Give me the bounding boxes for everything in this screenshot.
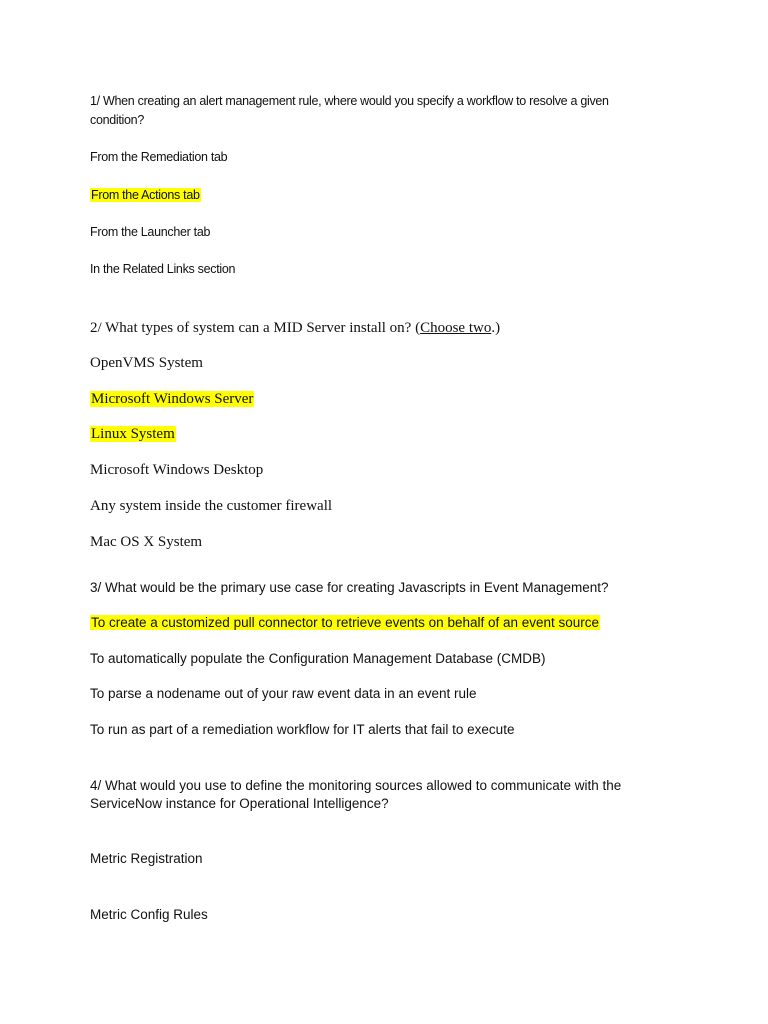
question-1-option-3: [90, 225, 210, 239]
highlighted-answer: Linux System: [91, 426, 175, 442]
option-text: Microsoft Windows Desktop: [90, 462, 264, 478]
question-2-option-2: [90, 391, 254, 408]
option-text: From the Launcher tab: [90, 225, 211, 239]
option-text: From the Remediation tab: [90, 150, 228, 164]
option-text: Any system inside the customer firewall: [90, 498, 333, 514]
option-text: OpenVMS System: [90, 355, 203, 371]
choose-two-underlined: Choose two: [420, 320, 492, 336]
option-text: To run as part of a remediation workflow for IT alerts that fail to execute: [90, 722, 515, 737]
question-2-option-5: [90, 498, 332, 515]
option-text: Metric Config Rules: [90, 907, 208, 922]
question-2-option-4: [90, 462, 263, 479]
highlighted-answer: From the Actions tab: [91, 188, 200, 202]
option-text: To parse a nodename out of your raw event data in an event rule: [90, 686, 477, 701]
question-3-option-2: [90, 651, 546, 666]
question-4-option-1: [90, 851, 203, 866]
question-2-option-6: [90, 534, 202, 551]
question-3-option-3: [90, 686, 477, 701]
option-text: Metric Registration: [90, 851, 203, 866]
question-2-option-1: [90, 355, 203, 372]
question-3-option-4: [90, 722, 514, 737]
question-4-prompt-line-2: ServiceNow instance for Operational Intelligence?: [90, 796, 389, 811]
question-1-prompt-line-2: condition?: [90, 113, 144, 127]
option-text: Mac OS X System: [90, 534, 203, 550]
highlighted-answer: To create a customized pull connector to retrieve events on behalf of an event source: [91, 615, 600, 630]
option-text: In the Related Links section: [90, 262, 236, 276]
question-1-prompt-line-1: 1/ When creating an alert management rule, where would you specify a workflow to resolve a given: [90, 94, 609, 108]
highlighted-answer: Microsoft Windows Server: [91, 391, 254, 407]
question-2-prompt: [90, 320, 500, 337]
question-3-prompt: 3/ What would be the primary use case for creating Javascripts in Event Management?: [90, 580, 609, 595]
question-1-option-4: [90, 262, 235, 276]
question-1-option-1: [90, 150, 227, 164]
question-3-option-1: [90, 615, 600, 630]
question-2-option-3: [90, 426, 176, 443]
question-4-option-2: [90, 907, 208, 922]
question-1-option-2: [90, 188, 201, 202]
question-2-prompt-end: .): [491, 320, 501, 336]
question-2-prompt-text: 2/ What types of system can a MID Server install on? (: [90, 320, 421, 336]
option-text: To automatically populate the Configuration Management Database (CMDB): [90, 651, 546, 666]
question-4-prompt-line-1: 4/ What would you use to define the monitoring sources allowed to communicate with the: [90, 778, 622, 793]
